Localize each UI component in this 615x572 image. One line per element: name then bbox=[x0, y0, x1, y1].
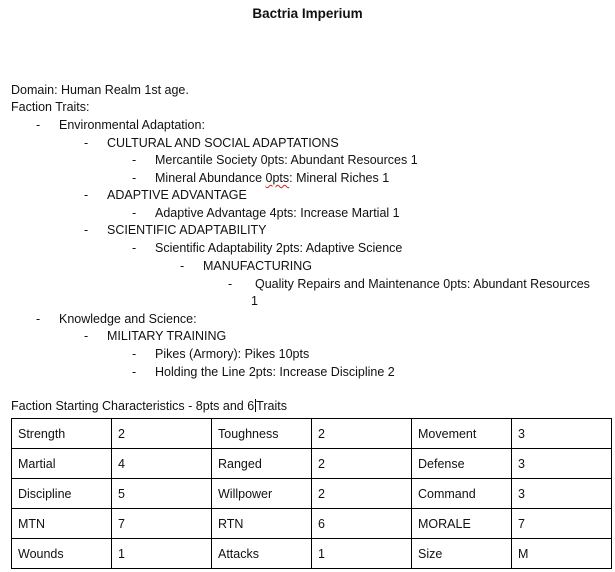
stat-label[interactable]: Size bbox=[412, 539, 512, 569]
stat-label[interactable]: Attacks bbox=[212, 539, 312, 569]
outline-item: Quality Repairs and Maintenance 0pts: Abundant Resources bbox=[255, 277, 590, 291]
bullet-dash: - bbox=[180, 259, 185, 273]
stat-value[interactable]: 2 bbox=[312, 479, 412, 509]
stat-label[interactable]: RTN bbox=[212, 509, 312, 539]
table-row bbox=[12, 419, 612, 449]
stat-value[interactable]: 2 bbox=[112, 419, 212, 449]
stat-label[interactable]: Toughness bbox=[212, 419, 312, 449]
outline-item: ADAPTIVE ADVANTAGE bbox=[107, 188, 247, 202]
stat-value[interactable]: 4 bbox=[112, 449, 212, 479]
stat-value[interactable]: 3 bbox=[512, 419, 612, 449]
table-row bbox=[12, 479, 612, 509]
stat-label[interactable]: Movement bbox=[412, 419, 512, 449]
bullet-dash: - bbox=[84, 329, 89, 343]
stat-value[interactable]: 2 bbox=[312, 419, 412, 449]
stat-value[interactable]: 1 bbox=[112, 539, 212, 569]
outline-item: Holding the Line 2pts: Increase Discipline 2 bbox=[155, 365, 395, 379]
bullet-dash: - bbox=[132, 171, 137, 185]
outline-item: MANUFACTURING bbox=[203, 259, 313, 273]
outline-item: Mercantile Society 0pts: Abundant Resources 1 bbox=[155, 153, 418, 167]
stat-label[interactable]: Ranged bbox=[212, 449, 312, 479]
stat-value[interactable]: 3 bbox=[512, 479, 612, 509]
outline-item: Pikes (Armory): Pikes 10pts bbox=[155, 347, 310, 361]
stat-label[interactable]: Martial bbox=[12, 449, 112, 479]
bullet-dash: - bbox=[132, 365, 137, 379]
stat-value[interactable]: 1 bbox=[312, 539, 412, 569]
stat-label[interactable]: MTN bbox=[12, 509, 112, 539]
bullet-dash: - bbox=[36, 312, 41, 326]
stat-value[interactable]: 7 bbox=[512, 509, 612, 539]
bullet-dash: - bbox=[132, 347, 137, 361]
characteristics-heading[interactable] bbox=[11, 398, 287, 415]
outline-item-text: Mineral Abundance bbox=[155, 171, 266, 185]
spellcheck-flagged-word[interactable]: 0pts bbox=[265, 171, 290, 185]
faction-traits-label: Faction Traits: bbox=[11, 100, 90, 114]
stat-value[interactable]: 6 bbox=[312, 509, 412, 539]
bullet-dash: - bbox=[84, 188, 89, 202]
stat-label[interactable]: Willpower bbox=[212, 479, 312, 509]
outline-item: MILITARY TRAINING bbox=[107, 329, 227, 343]
stat-label[interactable]: Command bbox=[412, 479, 512, 509]
bullet-dash: - bbox=[132, 241, 137, 255]
table-row bbox=[12, 449, 612, 479]
outline-item: SCIENTIFIC ADAPTABILITY bbox=[107, 223, 267, 237]
stat-label[interactable]: Wounds bbox=[12, 539, 112, 569]
outline-item: Knowledge and Science: bbox=[59, 312, 197, 326]
stat-value[interactable]: M bbox=[512, 539, 612, 569]
stat-value[interactable]: 7 bbox=[112, 509, 212, 539]
outline-item: Environmental Adaptation: bbox=[59, 118, 205, 132]
stat-label[interactable]: Defense bbox=[412, 449, 512, 479]
stat-label[interactable]: Discipline bbox=[12, 479, 112, 509]
table-row bbox=[12, 509, 612, 539]
outline-item-text: : Mineral Riches 1 bbox=[289, 171, 390, 185]
bullet-dash: - bbox=[84, 223, 89, 237]
heading-text: Faction Starting Characteristics - 8pts and 6 bbox=[11, 399, 255, 413]
document-title: Bactria Imperium bbox=[252, 6, 363, 21]
heading-text: Traits bbox=[256, 399, 287, 413]
outline-item-wrap: 1 bbox=[251, 294, 258, 308]
stat-value[interactable]: 2 bbox=[312, 449, 412, 479]
bullet-dash: - bbox=[228, 277, 233, 291]
stat-label[interactable]: MORALE bbox=[412, 509, 512, 539]
characteristics-table bbox=[11, 418, 612, 569]
bullet-dash: - bbox=[132, 206, 137, 220]
stat-value[interactable]: 5 bbox=[112, 479, 212, 509]
table-row bbox=[12, 539, 612, 569]
bullet-dash: - bbox=[84, 136, 89, 150]
stat-value[interactable]: 3 bbox=[512, 449, 612, 479]
outline-item: CULTURAL AND SOCIAL ADAPTATIONS bbox=[107, 136, 339, 150]
outline-item bbox=[155, 170, 389, 187]
bullet-dash: - bbox=[36, 118, 41, 132]
outline-item: Scientific Adaptability 2pts: Adaptive Science bbox=[155, 241, 403, 255]
bullet-dash: - bbox=[132, 153, 137, 167]
outline-item: Adaptive Advantage 4pts: Increase Martial 1 bbox=[155, 206, 400, 220]
stat-label[interactable]: Strength bbox=[12, 419, 112, 449]
domain-line: Domain: Human Realm 1st age. bbox=[11, 83, 189, 97]
